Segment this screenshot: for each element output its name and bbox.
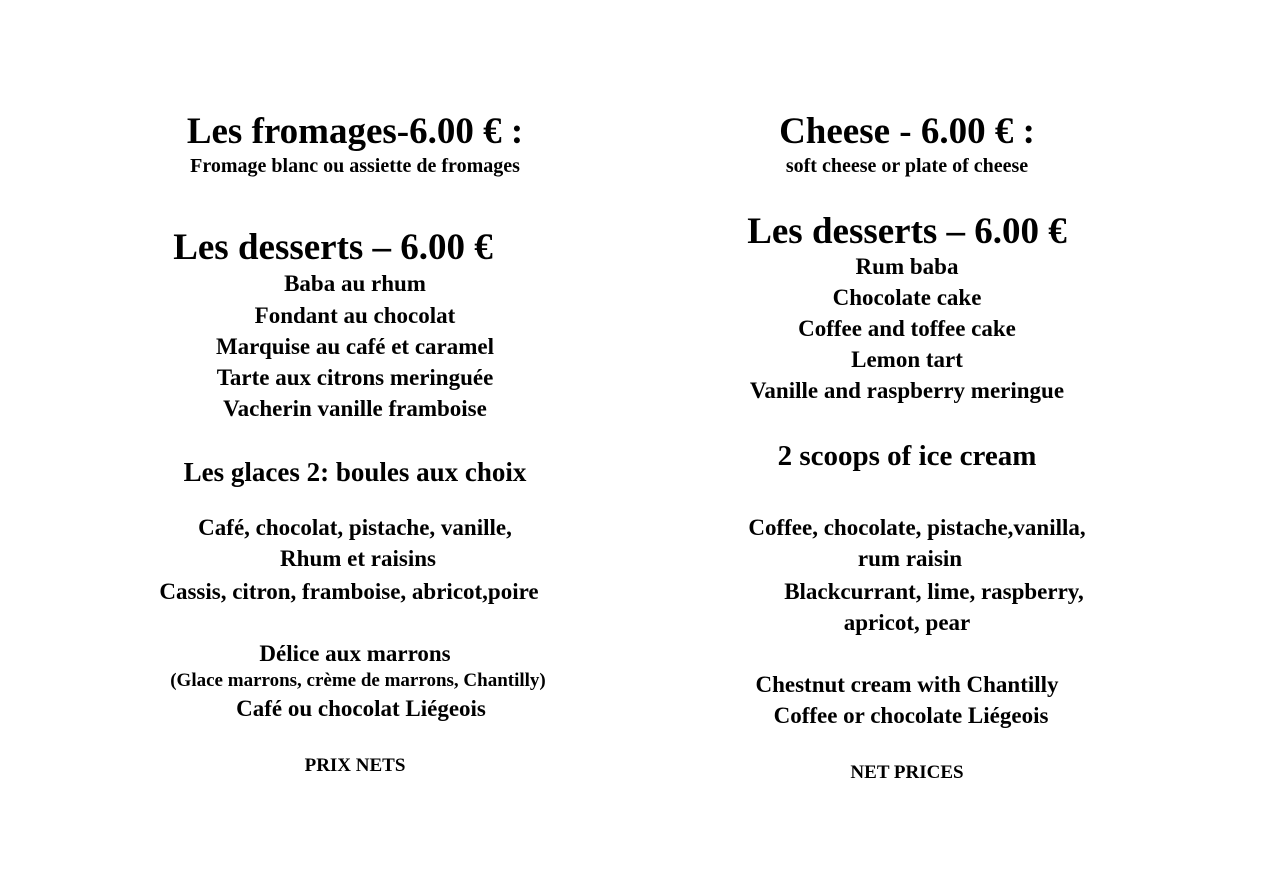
dessert-item-fr: Tarte aux citrons meringuée — [216, 365, 494, 390]
special-note-fr: (Glace marrons, crème de marrons, Chantilly) — [170, 670, 546, 691]
ice-flavour-en: Blackcurrant, lime, raspberry, — [784, 579, 1084, 604]
special-item-en: Coffee or chocolate Liégeois — [773, 703, 1049, 728]
dessert-item-fr: Vacherin vanille framboise — [223, 396, 487, 421]
dessert-item-fr: Fondant au chocolat — [254, 303, 456, 328]
special-item-fr: Délice aux marrons — [259, 641, 451, 666]
dessert-item-fr: Marquise au café et caramel — [215, 334, 495, 359]
ice-flavour-fr: Café, chocolat, pistache, vanille, — [198, 515, 512, 540]
dessert-item-en: Coffee and toffee cake — [798, 316, 1016, 341]
desserts-title-en: Les desserts – 6.00 € — [747, 211, 1067, 252]
footer-fr: PRIX NETS — [304, 755, 406, 776]
footer-en: NET PRICES — [850, 762, 964, 783]
cheese-title-fr: Les fromages-6.00 € : — [186, 111, 524, 152]
ice-flavour-fr: Cassis, citron, framboise, abricot,poire — [159, 579, 539, 604]
cheese-title-en: Cheese - 6.00 € : — [779, 111, 1035, 152]
ice-flavour-fr: Rhum et raisins — [280, 546, 436, 571]
cheese-desc-fr: Fromage blanc ou assiette de fromages — [190, 155, 520, 177]
desserts-title-fr: Les desserts – 6.00 € — [173, 227, 493, 268]
ice-flavour-en: rum raisin — [857, 546, 963, 571]
dessert-item-en: Lemon tart — [851, 347, 963, 372]
special-item-en: Chestnut cream with Chantilly — [755, 672, 1059, 697]
dessert-item-en: Chocolate cake — [832, 285, 982, 310]
dessert-item-fr: Baba au rhum — [284, 271, 426, 296]
dessert-item-en: Vanille and raspberry meringue — [749, 378, 1065, 403]
ice-flavour-en: Coffee, chocolate, pistache,vanilla, — [748, 515, 1086, 540]
cheese-desc-en: soft cheese or plate of cheese — [785, 155, 1029, 177]
ice-title-en: 2 scoops of ice cream — [777, 440, 1037, 472]
dessert-item-en: Rum baba — [855, 254, 959, 279]
ice-title-fr: Les glaces 2: boules aux choix — [183, 457, 527, 487]
special-item-fr: Café ou chocolat Liégeois — [236, 696, 486, 721]
ice-flavour-en: apricot, pear — [843, 610, 971, 635]
